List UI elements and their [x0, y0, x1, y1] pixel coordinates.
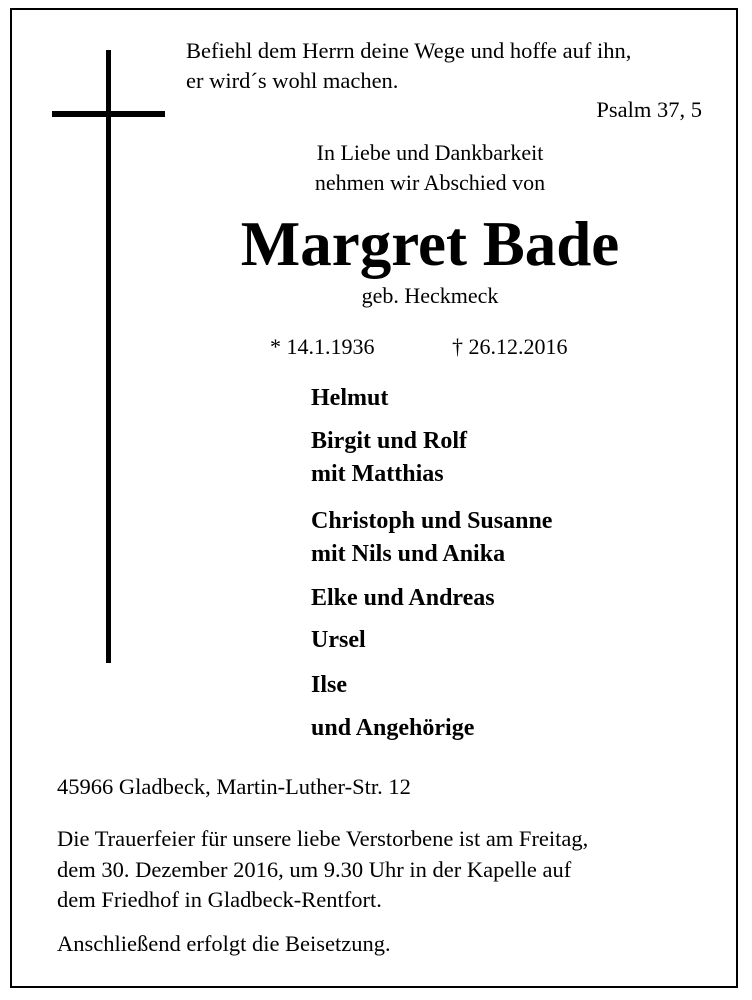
farewell-intro — [230, 138, 630, 198]
mourner-line: und Angehörige — [311, 715, 475, 741]
mourner-line: Christoph und Susanne — [311, 508, 553, 534]
birth-date: * 14.1.1936 — [270, 334, 375, 359]
mourner-entry — [311, 669, 347, 702]
mourner-line: Ilse — [311, 672, 347, 698]
mourner-line: mit Matthias — [311, 461, 444, 487]
maiden-name: geb. Heckmeck — [361, 283, 499, 308]
bible-verse — [186, 36, 631, 96]
bible-verse-reference: Psalm 37, 5 — [596, 97, 702, 122]
farewell-intro-line: nehmen wir Abschied von — [314, 170, 546, 195]
ceremony-line: dem 30. Dezember 2016, um 9.30 Uhr in der Kapelle auf — [57, 856, 572, 882]
burial-info: Anschließend erfolgt die Beisetzung. — [57, 931, 391, 956]
farewell-intro-line: In Liebe und Dankbarkeit — [316, 140, 544, 165]
bible-verse-line: Befiehl dem Herrn deine Wege und hoffe auf ihn, — [186, 38, 632, 63]
bible-verse-line: er wird´s wohl machen. — [186, 68, 399, 93]
ceremony-line: Die Trauerfeier für unsere liebe Verstorbene ist am Freitag, — [57, 826, 589, 851]
mourner-entry — [311, 624, 366, 657]
death-date: † 26.12.2016 — [452, 334, 568, 359]
mourner-entry — [311, 505, 552, 571]
funeral-ceremony-info — [57, 824, 588, 916]
family-address: 45966 Gladbeck, Martin-Luther-Str. 12 — [57, 774, 411, 799]
mourner-line: Birgit und Rolf — [311, 428, 468, 454]
mourner-line: Ursel — [311, 627, 366, 653]
mourner-entry — [311, 582, 495, 615]
mourner-entry — [311, 712, 474, 745]
mourner-line: Helmut — [311, 385, 389, 411]
mourner-line: Elke und Andreas — [311, 585, 495, 611]
mourner-line: mit Nils und Anika — [311, 541, 506, 567]
deceased-name: Margret Bade — [240, 209, 620, 279]
mourner-entry — [311, 382, 388, 415]
cross-icon-bar — [52, 111, 165, 117]
ceremony-line: dem Friedhof in Gladbeck-Rentfort. — [57, 887, 382, 912]
cross-icon — [106, 50, 111, 663]
mourner-entry — [311, 425, 467, 491]
